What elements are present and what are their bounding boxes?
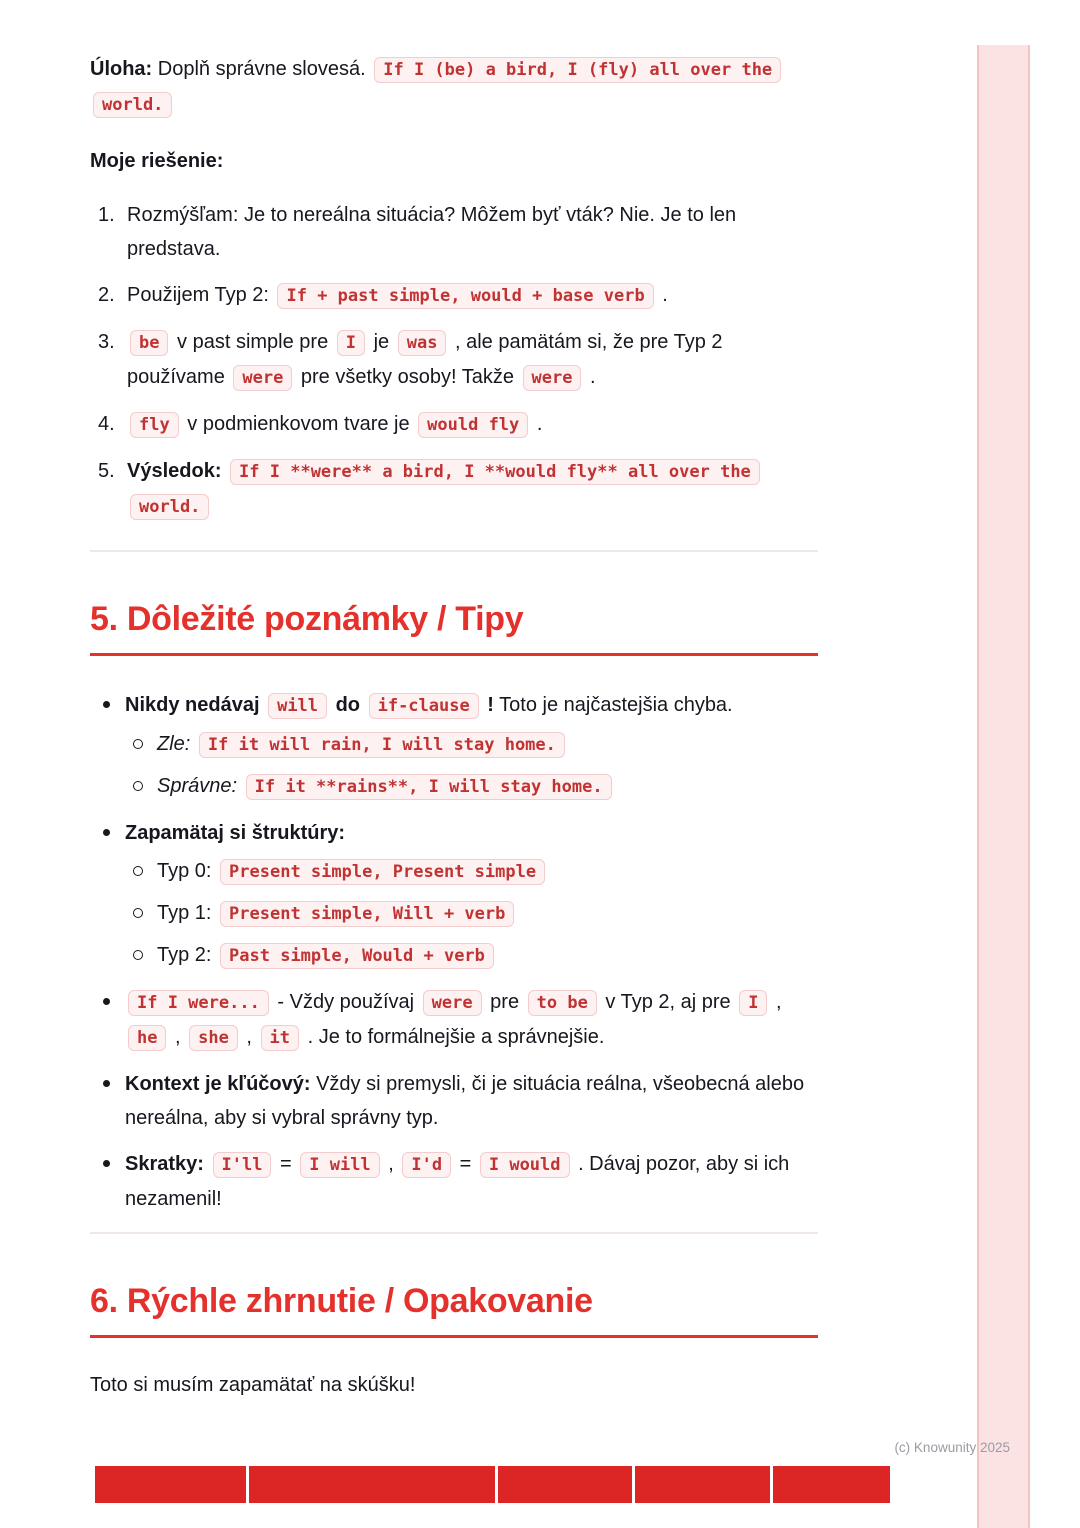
inline-code: she bbox=[189, 1025, 238, 1051]
inline-code: will bbox=[268, 693, 327, 719]
solution-steps bbox=[90, 198, 818, 524]
inline-code: he bbox=[128, 1025, 166, 1051]
tip-item bbox=[90, 688, 818, 804]
tip-text bbox=[125, 822, 345, 844]
footer-table-row bbox=[95, 1466, 890, 1503]
sub-tips-list bbox=[125, 727, 818, 804]
inline-code: were bbox=[523, 365, 582, 391]
inline-code: I bbox=[337, 330, 365, 356]
text-segment: Typ 2: bbox=[157, 944, 218, 966]
tip-item bbox=[90, 816, 818, 973]
text-segment: , bbox=[240, 1026, 258, 1048]
text-segment: . Dávaj pozor, aby si ich nezamenil! bbox=[125, 1153, 790, 1210]
document-content bbox=[90, 0, 818, 1402]
text-segment: Typ 1: bbox=[157, 902, 218, 924]
inline-code: were bbox=[233, 365, 292, 391]
inline-code: it bbox=[261, 1025, 299, 1051]
text-segment: = bbox=[274, 1153, 298, 1175]
text-segment: je bbox=[368, 331, 395, 353]
inline-code: be bbox=[130, 330, 168, 356]
sub-tips-list bbox=[125, 854, 818, 973]
inline-code: If + past simple, would + base verb bbox=[277, 283, 653, 309]
copyright-notice: (c) Knowunity 2025 bbox=[894, 1440, 1010, 1455]
inline-code: fly bbox=[130, 412, 179, 438]
footer-table-cell bbox=[95, 1466, 246, 1503]
text-segment: - Vždy používaj bbox=[271, 991, 420, 1013]
text-segment: . bbox=[584, 366, 596, 388]
solution-step bbox=[90, 454, 818, 524]
text-segment: , bbox=[382, 1153, 400, 1175]
text-segment: Toto je najčastejšia chyba. bbox=[493, 694, 733, 716]
inline-code: Present simple, Will + verb bbox=[220, 901, 514, 927]
sub-tip-item bbox=[125, 896, 818, 931]
section-divider bbox=[90, 1232, 818, 1234]
sub-tip-item bbox=[125, 854, 818, 889]
footer-table-cell bbox=[249, 1466, 495, 1503]
bold-text: Úloha: bbox=[90, 58, 153, 80]
bold-text: do bbox=[335, 694, 361, 716]
inline-code: Past simple, Would + verb bbox=[220, 943, 494, 969]
text-segment bbox=[204, 1153, 210, 1175]
text-segment bbox=[260, 694, 266, 716]
text-segment: , ale pamätám si, že pre Typ 2 používame bbox=[127, 331, 723, 388]
solution-step bbox=[90, 407, 818, 442]
inline-code: if-clause bbox=[369, 693, 479, 719]
inline-code: was bbox=[398, 330, 447, 356]
footer-table-cell bbox=[635, 1466, 770, 1503]
inline-code: If it will rain, I will stay home. bbox=[199, 732, 565, 758]
bold-text: Výsledok: bbox=[127, 460, 228, 482]
solution-step bbox=[90, 325, 818, 395]
task-paragraph bbox=[90, 52, 818, 122]
italic-text: Zle: bbox=[157, 733, 191, 755]
solution-step bbox=[90, 198, 818, 266]
bold-text: Zapamätaj si štruktúry: bbox=[125, 822, 346, 844]
inline-code: I would bbox=[480, 1152, 570, 1178]
text-segment: Typ 0: bbox=[157, 860, 218, 882]
inline-code: If I were... bbox=[128, 990, 269, 1016]
bold-text: ! bbox=[487, 694, 494, 716]
inline-code: were bbox=[423, 990, 482, 1016]
tip-text bbox=[125, 991, 782, 1048]
inline-code: to be bbox=[528, 990, 597, 1016]
tip-item bbox=[90, 985, 818, 1055]
tips-list bbox=[90, 688, 818, 1216]
text-segment: Rozmýšľam: Je to nereálna situácia? Môžem byť vták? Nie. Je to len predstava. bbox=[127, 204, 737, 260]
text-segment bbox=[190, 733, 196, 755]
tip-text bbox=[125, 1073, 804, 1129]
sub-tip-item bbox=[125, 727, 818, 762]
text-segment: , bbox=[770, 991, 782, 1013]
section-divider bbox=[90, 550, 818, 552]
tip-text bbox=[125, 694, 733, 716]
text-segment bbox=[360, 694, 366, 716]
tip-item bbox=[90, 1067, 818, 1135]
text-segment: pre bbox=[484, 991, 525, 1013]
inline-code: would fly bbox=[418, 412, 528, 438]
text-segment: . bbox=[531, 413, 543, 435]
inline-code: If it **rains**, I will stay home. bbox=[246, 774, 612, 800]
page-edge-strip bbox=[977, 45, 1030, 1528]
footer-table-cell bbox=[498, 1466, 632, 1503]
text-segment: v podmienkovom tvare je bbox=[181, 413, 416, 435]
inline-code: I'll bbox=[213, 1152, 272, 1178]
text-segment: pre všetky osoby! Takže bbox=[295, 366, 520, 388]
sub-tip-item bbox=[125, 769, 818, 804]
text-segment: = bbox=[454, 1153, 477, 1175]
sub-tip-item bbox=[125, 938, 818, 973]
inline-code: I will bbox=[300, 1152, 379, 1178]
text-segment: Vždy si premysli, či je situácia reálna, všeobecná alebo nereálna, aby si vybral správny typ. bbox=[125, 1073, 805, 1129]
inline-code: Present simple, Present simple bbox=[220, 859, 545, 885]
text-segment: v past simple pre bbox=[171, 331, 334, 353]
bold-text: Nikdy nedávaj bbox=[125, 694, 260, 716]
inline-code: If I **were** a bird, I **would fly** all over the world. bbox=[130, 459, 760, 520]
text-segment: Použijem Typ 2: bbox=[127, 284, 275, 306]
bold-text: Kontext je kľúčový: bbox=[125, 1073, 311, 1095]
section-5-heading: 5. Dôležité poznámky / Tipy bbox=[90, 600, 818, 656]
section-6-heading: 6. Rýchle zhrnutie / Opakovanie bbox=[90, 1282, 818, 1338]
inline-code: I bbox=[739, 990, 767, 1016]
inline-code: If I (be) a bird, I (fly) all over the world. bbox=[93, 57, 781, 118]
solution-title: Moje riešenie: bbox=[90, 150, 224, 172]
italic-text: Správne: bbox=[157, 775, 238, 797]
tip-item bbox=[90, 1147, 818, 1216]
text-segment bbox=[237, 775, 243, 797]
text-segment: v Typ 2, aj pre bbox=[599, 991, 737, 1013]
bold-text: Skratky: bbox=[125, 1153, 204, 1175]
text-segment: . bbox=[656, 284, 668, 306]
solution-step bbox=[90, 278, 818, 313]
text-segment: , bbox=[169, 1026, 187, 1048]
inline-code: I'd bbox=[402, 1152, 451, 1178]
text-segment: . Je to formálnejšie a správnejšie. bbox=[302, 1026, 605, 1048]
tip-text bbox=[125, 1153, 789, 1210]
text-segment: Doplň správne slovesá. bbox=[152, 58, 372, 80]
footer-table-cell bbox=[773, 1466, 890, 1503]
summary-intro: Toto si musím zapamätať na skúšku! bbox=[90, 1374, 416, 1396]
